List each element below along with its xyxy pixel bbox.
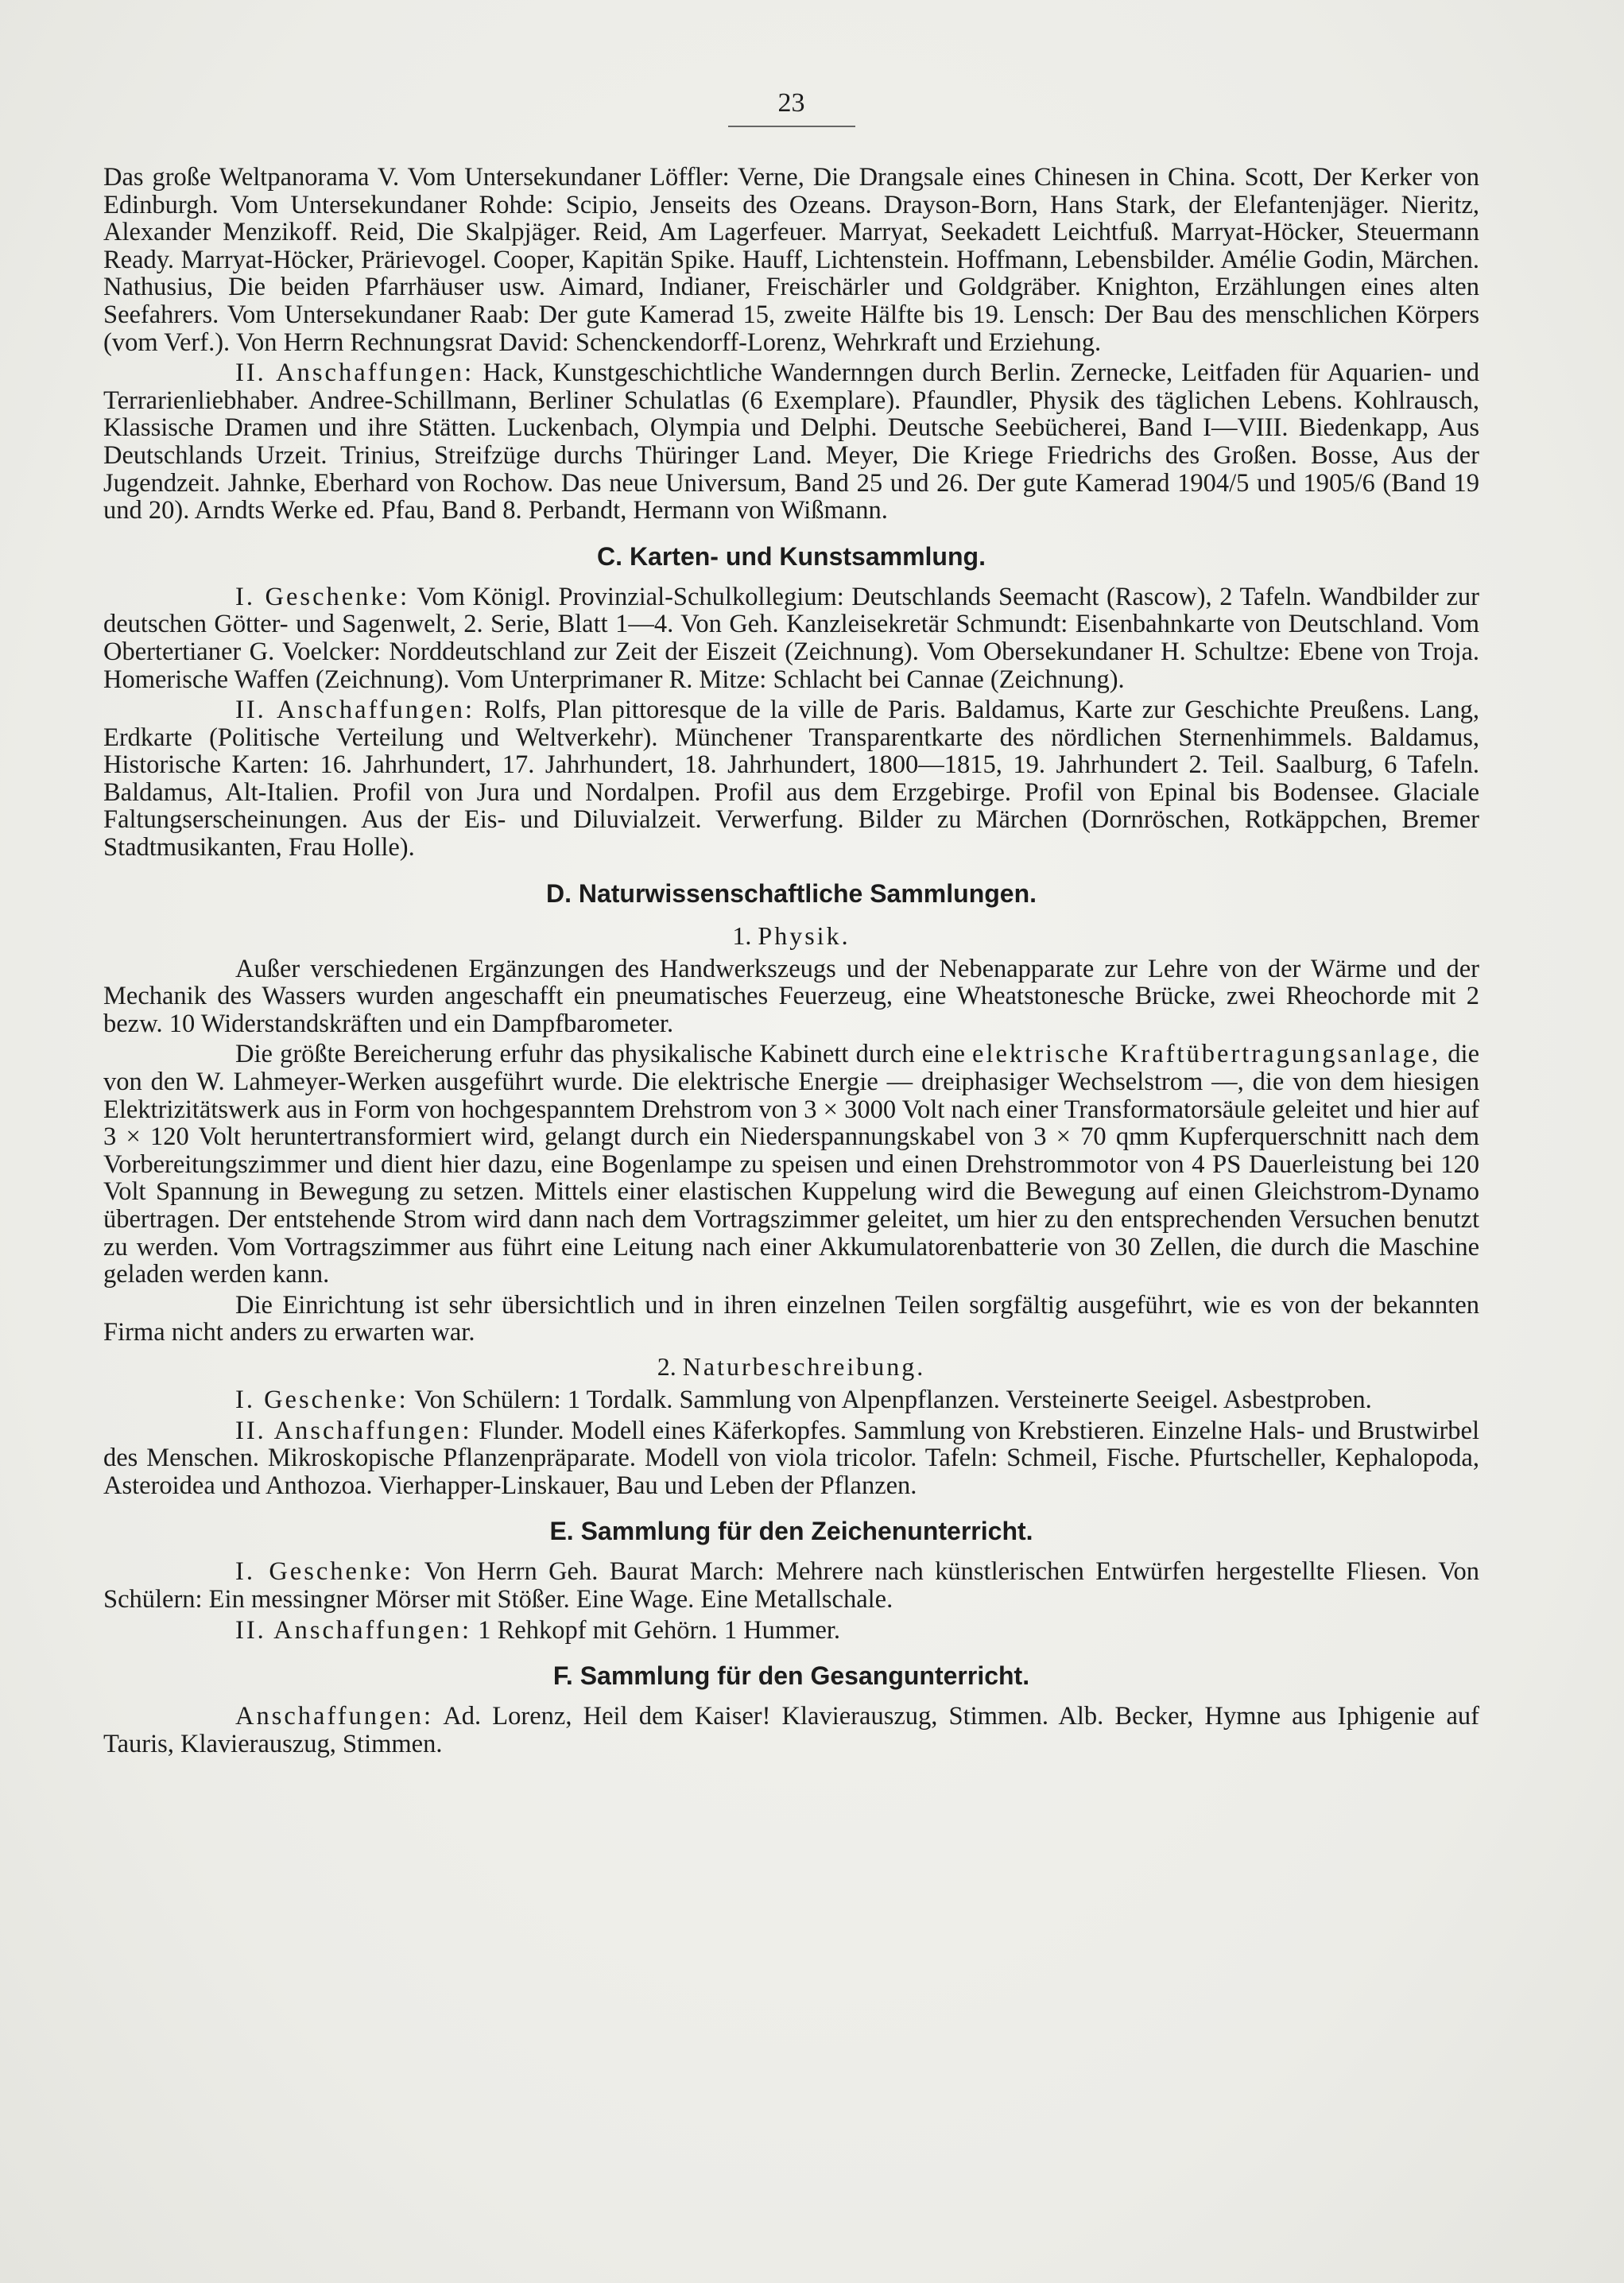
paragraph-c-acquisitions [103, 696, 1479, 862]
subheading-text: Naturbeschreibung. [682, 1351, 926, 1381]
lead-label: I. Geschenke: [235, 1385, 409, 1414]
paragraph-f-acquisitions [103, 1703, 1479, 1758]
paragraph-text: Von Schülern: 1 Tordalk. Sammlung von Alpenpflanzen. Versteinerte Seeigel. Asbestproben. [408, 1385, 1372, 1414]
paragraph-e-donations [103, 1558, 1479, 1613]
paragraph-text: Von Herrn Geh. Baurat March: Mehrere nach künstlerischen Entwürfen hergestellte Fliesen. Von Schülern: Ein messingner Mörser mit Stößer. Eine Wage. Eine Metallschale. [103, 1557, 1479, 1614]
section-heading-d: D. Naturwissenschaftliche Sammlungen. [545, 878, 1037, 908]
paragraph-e-acquisitions [103, 1617, 1479, 1645]
lead-label: I. Geschenke: [235, 1557, 413, 1587]
section-heading-f: F. Sammlung für den Gesangunterricht. [552, 1661, 1030, 1691]
subheading-number: 1. [732, 921, 752, 950]
paragraph-c-donations [103, 583, 1479, 693]
lead-label: II. Anschaffungen: [235, 696, 475, 725]
lead-label: I. Geschenke: [235, 582, 410, 611]
header-rule [728, 126, 855, 127]
subheading-text: Physik. [758, 921, 851, 950]
section-heading-e: E. Sammlung für den Zeichenunterricht. [549, 1517, 1033, 1546]
paragraph-natur-acquisitions [103, 1417, 1479, 1500]
paragraph-library-acquisitions [103, 359, 1479, 525]
paragraph-natur-donations [103, 1386, 1479, 1414]
paragraph-text: Die größte Bereicherung erfuhr das physikalische Kabinett durch eine [235, 1040, 973, 1069]
paragraph-physik-1: Außer verschiedenen Ergänzungen des Handwerkszeugs und der Nebenapparate zur Lehre von der Wärme und der Mechanik des Wassers wurden angeschafft ein pneumatisches Feuerzeug, eine Wheatstonesche Brücke, zwei Rheochorde mit 2 bezw. 10 Widerstandskräften und ein Dampfbarometer. [103, 954, 1479, 1038]
lead-label: II. Anschaffungen: [235, 359, 475, 388]
subheading-number: 2. [657, 1351, 676, 1381]
subheading-physik [103, 921, 1479, 951]
paragraph-text: Hack, Kunstgeschichtliche Wandernngen durch Berlin. Zernecke, Leitfaden für Aquarien- und Terrarienliebhaber. Andree-Schillmann, Berliner Schulatlas (6 Exemplare). Pfaundler, Physik des täglichen Lebens. Kohlrausch, Klassische Dramen und ihre Stätten. Luckenbach, Olympia und Delphi. Deutsche Seebücherei, Band I—VIII. Biedenkapp, Aus Deutschlands Urzeit. Trinius, Streifzüge durchs Thüringer Land. Meyer, Die Kriege Friedrichs des Großen. Bosse, Aus der Jugendzeit. Jahnke, Eberhard von Rochow. Das neue Universum, Band 25 und 26. Der gute Kamerad 1904/5 und 1905/6 (Band 19 und 20). Arndts Werke ed. Pfau, Band 8. Perbandt, Hermann von Wißmann. [103, 359, 1479, 525]
paragraph-text: 1 Rehkopf mit Gehörn. 1 Hummer. [471, 1615, 841, 1645]
subheading-naturbeschreibung [103, 1351, 1479, 1382]
spaced-term: elektrische Kraftübertragungsanlage, [972, 1040, 1441, 1069]
paragraph-text: Flunder. Modell eines Käferkopfes. Sammlung von Krebstieren. Einzelne Hals- und Brustwirbel des Menschen. Mikroskopische Pflanzenpräparate. Modell von viola tricolor. Tafeln: Schmeil, Fische. Pfurtscheller, Kephalopoda, Asteroidea und Anthozoa. Vierhapper-Linskauer, Bau und Leben der Pflanzen. [103, 1416, 1479, 1500]
page-number: 23 [777, 88, 805, 118]
paragraph-physik-3: Die Einrichtung ist sehr übersichtlich und in ihren einzelnen Teilen sorgfältig ausgeführt, wie es von der bekannten Firma nicht anders zu erwarten war. [103, 1290, 1479, 1347]
paragraph-text: die von den W. Lahmeyer-Werken ausgeführt wurde. Die elektrische Energie — dreiphasiger Wechselstrom —, die von dem hiesigen Elektrizitätswerk aus in Form von hochgespanntem Drehstrom von 3 × 3000 Volt nach einer Transformatorsäule geleitet und hier auf 3 × 120 Volt heruntertransformiert wird, gelangt durch ein Niederspannungskabel von 3 × 70 qmm Kupferquerschnitt nach dem Vorbereitungszimmer und dient hier dazu, eine Bogenlampe zu speisen und einen Drehstrommotor von 4 PS Dauerleistung bei 120 Volt Spannung in Bewegung zu setzen. Mittels einer elastischen Kuppelung wird die Bewegung auf einen Gleichstrom-Dynamo übertragen. Der entstehende Strom wird dann nach dem Vortragszimmer geleitet, um hier zu den entsprechenden Versuchen benutzt zu werden. Vom Vortragszimmer aus führt eine Leitung nach einer Akkumulatorenbatterie von 30 Zellen, die durch die Maschine geladen werden kann. [103, 1040, 1479, 1289]
paragraph-library-donations: Das große Weltpanorama V. Vom Untersekundaner Löffler: Verne, Die Drangsale eines Chinesen in China. Scott, Der Kerker von Edinburgh. Vom Untersekundaner Rohde: Scipio, Jenseits des Ozeans. Drayson-Born, Hans Stark, der Elefantenjäger. Nieritz, Alexander Menzikoff. Reid, Die Skalpjäger. Reid, Am Lagerfeuer. Marryat, Seekadett Leichtfuß. Marryat-Höcker, Steuermann Ready. Marryat-Höcker, Prärievogel. Cooper, Kapitän Spike. Hauff, Lichtenstein. Hoffmann, Lebensbilder. Amélie Godin, Märchen. Nathusius, Die beiden Pfarrhäuser usw. Aimard, Indianer, Freischärler und Goldgräber. Knighton, Erzählungen eines alten Seefahrers. Vom Untersekundaner Raab: Der gute Kamerad 15, zweite Hälfte bis 19. Lensch: Der Bau des menschlichen Körpers (vom Verf.). Von Herrn Rechnungsrat David: Schenckendorff-Lorenz, Wehrkraft und Erziehung. [103, 163, 1479, 357]
paragraph-text: Vom Königl. Provinzial-Schulkollegium: Deutschlands Seemacht (Rascow), 2 Tafeln. Wandbilder zur deutschen Götter- und Sagenwelt, 2. Serie, Blatt 1—4. Von Geh. Kanzleisekretär Schmundt: Eisenbahnkarte von Deutschland. Vom Obertertianer G. Voelcker: Norddeutschland zur Zeit der Eiszeit (Zeichnung). Vom Obersekundaner H. Schultze: Ebene von Troja. Homerische Waffen (Zeichnung). Vom Unterprimaner R. Mitze: Schlacht bei Cannae (Zeichnung). [103, 582, 1480, 694]
paragraph-text: Rolfs, Plan pittoresque de la ville de Paris. Baldamus, Karte zur Geschichte Preußens. Lang, Erdkarte (Politische Verteilung und Weltverkehr). Münchener Transparentkarte des nördlichen Sternenhimmels. Baldamus, Historische Karten: 16. Jahrhundert, 17. Jahrhundert, 18. Jahrhundert, 1800—1815, 19. Jahrhundert 2. Teil. Saalburg, 6 Tafeln. Baldamus, Alt-Italien. Profil von Jura und Nordalpen. Profil aus dem Erzgebirge. Profil von Epinal bis Bodensee. Glaciale Faltungserscheinungen. Aus der Eis- und Diluvialzeit. Verwerfung. Bilder zu Märchen (Dornröschen, Rotkäppchen, Bremer Stadtmusikanten, Frau Holle). [103, 696, 1479, 862]
paragraph-physik-2 [103, 1041, 1479, 1288]
lead-label: Anschaffungen: [235, 1702, 433, 1731]
paragraph-text: Ad. Lorenz, Heil dem Kaiser! Klavierauszug, Stimmen. Alb. Becker, Hymne aus Iphigenie auf Tauris, Klavierauszug, Stimmen. [103, 1702, 1479, 1758]
section-heading-c: C. Karten- und Kunstsammlung. [597, 541, 986, 571]
lead-label: II. Anschaffungen: [235, 1615, 472, 1645]
lead-label: II. Anschaffungen: [235, 1416, 472, 1445]
